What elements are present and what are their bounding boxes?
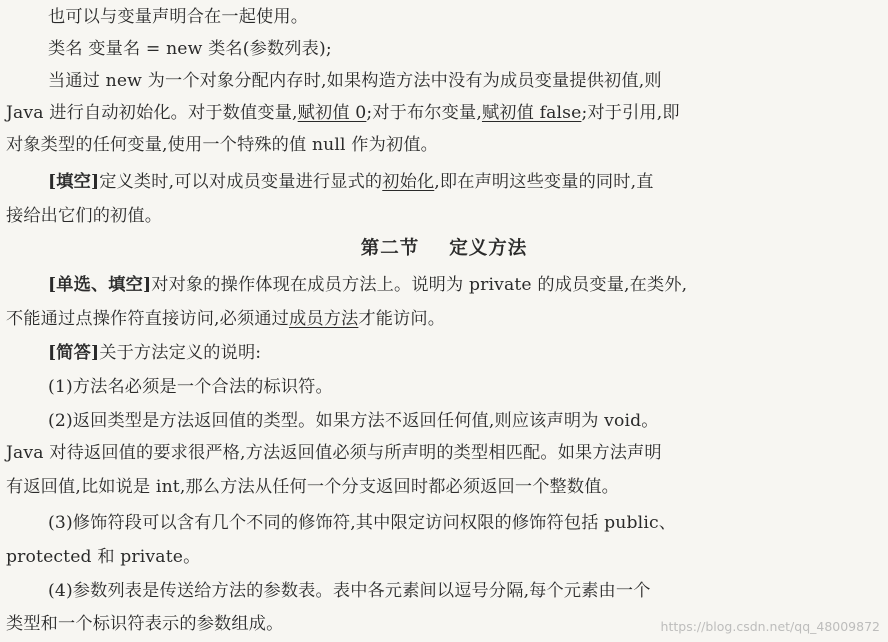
text-line-18 — [6, 613, 283, 635]
text-line-15 — [48, 512, 676, 534]
text-line-7-text: 接给出它们的初值。 — [6, 206, 163, 226]
text-line-12 — [48, 410, 659, 432]
question-tag-fill: [填空] — [48, 172, 100, 192]
question-tag-choice-fill: [单选、填空] — [48, 275, 152, 295]
watermark-url: https://blog.csdn.net/qq_48009872 — [660, 619, 880, 634]
underlined-boolean-init: 赋初值 false — [481, 103, 582, 123]
underlined-member-method: 成员方法 — [289, 309, 359, 329]
text-line-9-part-a: 不能通过点操作符直接访问,必须通过 — [6, 309, 290, 329]
text-line-1-text: 也可以与变量声明合在一起使用。 — [48, 7, 309, 27]
text-line-9-part-b: 才能访问。 — [358, 309, 446, 329]
text-line-3-text: 当通过 new 为一个对象分配内存时,如果构造方法中没有为成员变量提供初值,则 — [48, 71, 662, 91]
text-line-7 — [6, 205, 162, 227]
text-line-2 — [48, 38, 332, 60]
underlined-numeric-init: 赋初值 0 — [297, 103, 367, 123]
list-item-4: (4)参数列表是传送给方法的参数表。表中各元素间以逗号分隔,每个元素由一个 — [48, 581, 651, 601]
list-item-1: (1)方法名必须是一个合法的标识符。 — [48, 377, 333, 397]
list-item-2: (2)返回类型是方法返回值的类型。如果方法不返回任何值,则应该声明为 void。 — [48, 411, 659, 431]
text-line-14-text: 有返回值,比如说是 int,那么方法从任何一个分支返回时都必须返回一个整数值。 — [6, 477, 619, 497]
text-line-5 — [6, 134, 438, 156]
text-line-13 — [6, 442, 662, 464]
section-number: 第二节 — [360, 238, 420, 259]
text-line-1 — [48, 6, 308, 28]
text-line-4 — [6, 102, 680, 124]
text-line-3 — [48, 70, 662, 92]
text-line-6 — [48, 171, 654, 193]
question-tag-short-answer: [简答] — [48, 343, 100, 363]
text-line-16-text: protected 和 private。 — [6, 547, 201, 567]
text-line-5-text: 对象类型的任何变量,使用一个特殊的值 null 作为初值。 — [6, 135, 438, 155]
text-line-10 — [48, 342, 261, 364]
text-line-17 — [48, 580, 651, 602]
text-line-18-text: 类型和一个标识符表示的参数组成。 — [6, 614, 284, 634]
text-line-10-text: 关于方法定义的说明: — [99, 343, 262, 363]
list-item-3: (3)修饰符段可以含有几个不同的修饰符,其中限定访问权限的修饰符包括 public、 — [48, 513, 677, 533]
text-line-14 — [6, 476, 619, 498]
text-line-8 — [48, 274, 687, 296]
text-line-11 — [48, 376, 333, 398]
text-line-2-text: 类名 变量名 = new 类名(参数列表); — [48, 39, 332, 59]
text-line-6-part-b: ,即在声明这些变量的同时,直 — [434, 172, 654, 192]
text-line-4-part-c: ;对于引用,即 — [581, 103, 680, 123]
text-line-8-text: 对对象的操作体现在成员方法上。说明为 private 的成员变量,在类外, — [151, 275, 688, 295]
text-line-16 — [6, 546, 200, 568]
section-title: 定义方法 — [449, 238, 528, 259]
section-heading — [0, 237, 888, 261]
text-line-13-text: Java 对待返回值的要求很严格,方法返回值必须与所声明的类型相匹配。如果方法声明 — [6, 443, 662, 463]
underlined-initialization: 初始化 — [382, 172, 435, 192]
text-line-4-part-b: ;对于布尔变量, — [366, 103, 482, 123]
text-line-4-part-a: Java 进行自动初始化。对于数值变量, — [6, 103, 298, 123]
text-line-6-part-a: 定义类时,可以对成员变量进行显式的 — [99, 172, 383, 192]
text-line-9 — [6, 308, 445, 330]
